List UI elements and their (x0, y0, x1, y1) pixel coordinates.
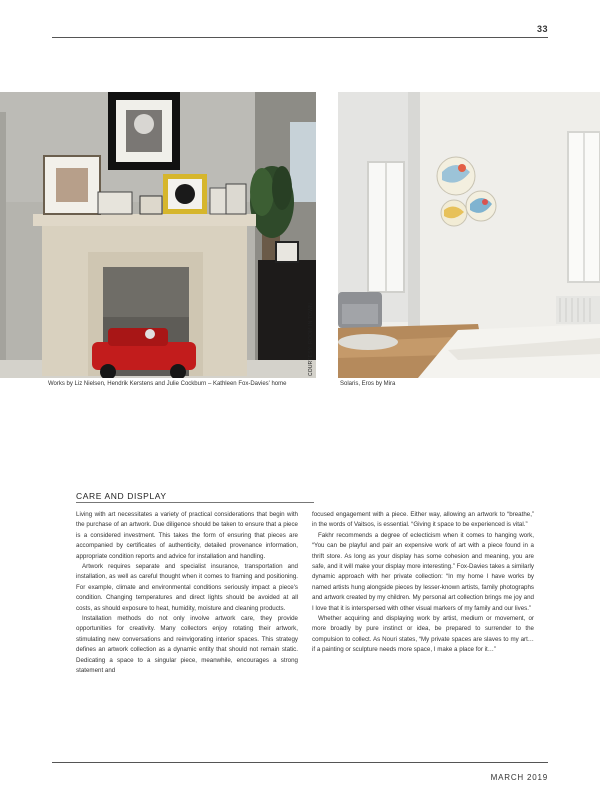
paragraph: Whether acquiring and displaying work by artist, medium or movement, or more broadly by pure instinct or idea, be prepared to surrender to the compulsion to collect. As Nouri states, “My private spaces are slaves to my art… if a painting or sculpture needs more space, I make a place for it…” (312, 615, 534, 654)
photo-credit: COURTESY: ROOM IN TOWN (308, 303, 314, 377)
paragraph: Fakhr recommends a degree of eclecticism when it comes to hanging work, “You can be playful and pair an expensive work of art with a piece found in a thrift store. As long as your display has some cohesion and meaning, you are safe, and it will make your display more interesting.” Fox-Davies takes a similarly dynamic approach with her private collection: “In my home I have works by named artists hung alongside pieces by lesser-known artists, family photographs and artwork created by my children. My personal art collection brings me joy and I love that it is interspersed with other visual markers of my family and our lives.” (312, 531, 534, 612)
paragraph: Living with art necessitates a variety of practical considerations that begin with the purchase of an artwork. Due diligence should be taken to ensure that a piece is a considered investment. This takes the form of ensuring that pieces are accompanied by certificates of authenticity, detailed provenance information, appropriate condition reports and advice for installation and handling. (76, 511, 298, 560)
photo-fireplace-room (0, 92, 316, 378)
paragraph: focused engagement with a piece. Either way, allowing an artwork to “breathe,” in the words of Vaitsos, is essential. “Giving it space to be experienced is vital.” (312, 511, 534, 529)
footer-date: MARCH 2019 (490, 773, 548, 782)
section-heading: CARE AND DISPLAY (76, 491, 167, 501)
header-rule (52, 37, 548, 38)
article-column-right (312, 510, 534, 656)
photo-white-room (338, 92, 600, 378)
heading-rule (76, 502, 314, 503)
paragraph: Installation methods do not only involve artwork care, they provide opportunities for creativity. Many collectors enjoy rotating their artwork, stimulating new conversations and reinvigorating interior spaces. This strategy defines an artwork collection as a dynamic entity that should not remain static. Dedicating a space to a singular piece, meanwhile, encourages a strong statement and (76, 615, 298, 675)
photo-caption-right: Solaris, Eros by Mira (340, 381, 396, 387)
article-column-left (76, 510, 298, 677)
photo-caption-left: Works by Liz Nielsen, Hendrik Kerstens and Julie Cockburn – Kathleen Fox-Davies' home (48, 381, 287, 387)
page-number: 33 (536, 24, 548, 34)
footer-rule (52, 762, 548, 763)
paragraph: Artwork requires separate and specialist insurance, transportation and installation, as well as careful thought when it comes to framing and positioning. For example, climate and environmental conditions seriously impact a piece's condition. Changing temperatures and direct lights should be avoided at all costs, as should exposure to heat, humidity, moisture and cleaning products. (76, 563, 298, 612)
